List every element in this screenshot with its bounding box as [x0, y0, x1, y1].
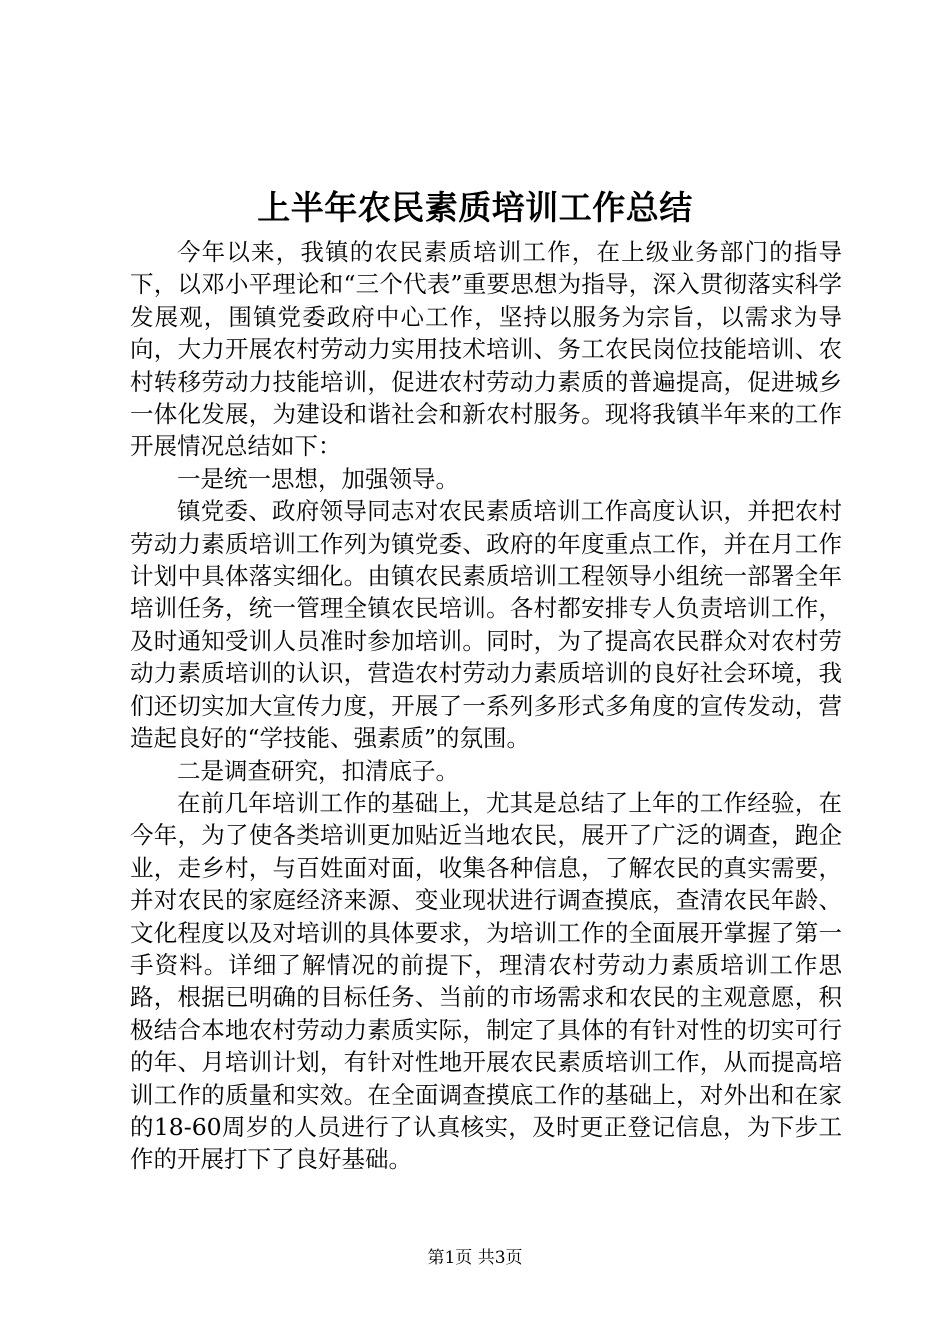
section-heading-1: 一是统一思想，加强领导。 — [177, 464, 459, 493]
document-body — [130, 236, 842, 1176]
paragraph-section-2: 在前几年培训工作的基础上，尤其是总结了上年的工作经验，在今年，为了使各类培训更加贴近当地农民，展开了广泛的调查，跑企业，走乡村，与百姓面对面，收集各种信息，了解农民的真实需要，并对农民的家庭经济来源、变业现状进行调查摸底，查清农民年龄、文化程度以及对培训的具体要求，为培训工作的全面展开掌握了第一手资料。详细了解情况的前提下，理清农村劳动力素质培训工作思路，根据已明确的目标任务、当前的市场需求和农民的主观意愿，积极结合本地农村劳动力素质实际，制定了具体的有针对性的切实可行的年、月培训计划，有针对性地开展农民素质培训工作，从而提高培训工作的质量和实效。在全面调查摸底工作的基础上，对外出和在家的18-60周岁的人员进行了认真核实，及时更正登记信息，为下步工作的开展打下了良好基础。 — [130, 788, 842, 1174]
section-heading-2: 二是调查研究，扣清底子。 — [177, 756, 459, 785]
document-title: 上半年农民素质培训工作总结 — [257, 188, 693, 227]
paragraph-section-1: 镇党委、政府领导同志对农民素质培训工作高度认识，并把农村劳动力素质培训工作列为镇党委、政府的年度重点工作，并在月工作计划中具体落实细化。由镇农民素质培训工程领导小组统一部署全年培训任务，统一管理全镇农民培训。各村都安排专人负责培训工作，及时通知受训人员准时参加培训。同时，为了提高农民群众对农村劳动力素质培训的认识，营造农村劳动力素质培训的良好社会环境，我们还切实加大宣传力度，开展了一系列多形式多角度的宣传发动，营造起良好的“学技能、强素质”的氛围。 — [130, 497, 842, 753]
paragraph-intro: 今年以来，我镇的农民素质培训工作，在上级业务部门的指导下，以邓小平理论和“三个代表”重要思想为指导，深入贯彻落实科学发展观，围镇党委政府中心工作，坚持以服务为宗旨，以需求为导向，大力开展农村劳动力实用技术培训、务工农民岗位技能培训、农村转移劳动力技能培训，促进农村劳动力素质的普遍提高，促进城乡一体化发展，为建设和谐社会和新农村服务。现将我镇半年来的工作开展情况总结如下： — [130, 238, 842, 461]
page-number-footer: 第1页 共3页 — [427, 1248, 523, 1268]
